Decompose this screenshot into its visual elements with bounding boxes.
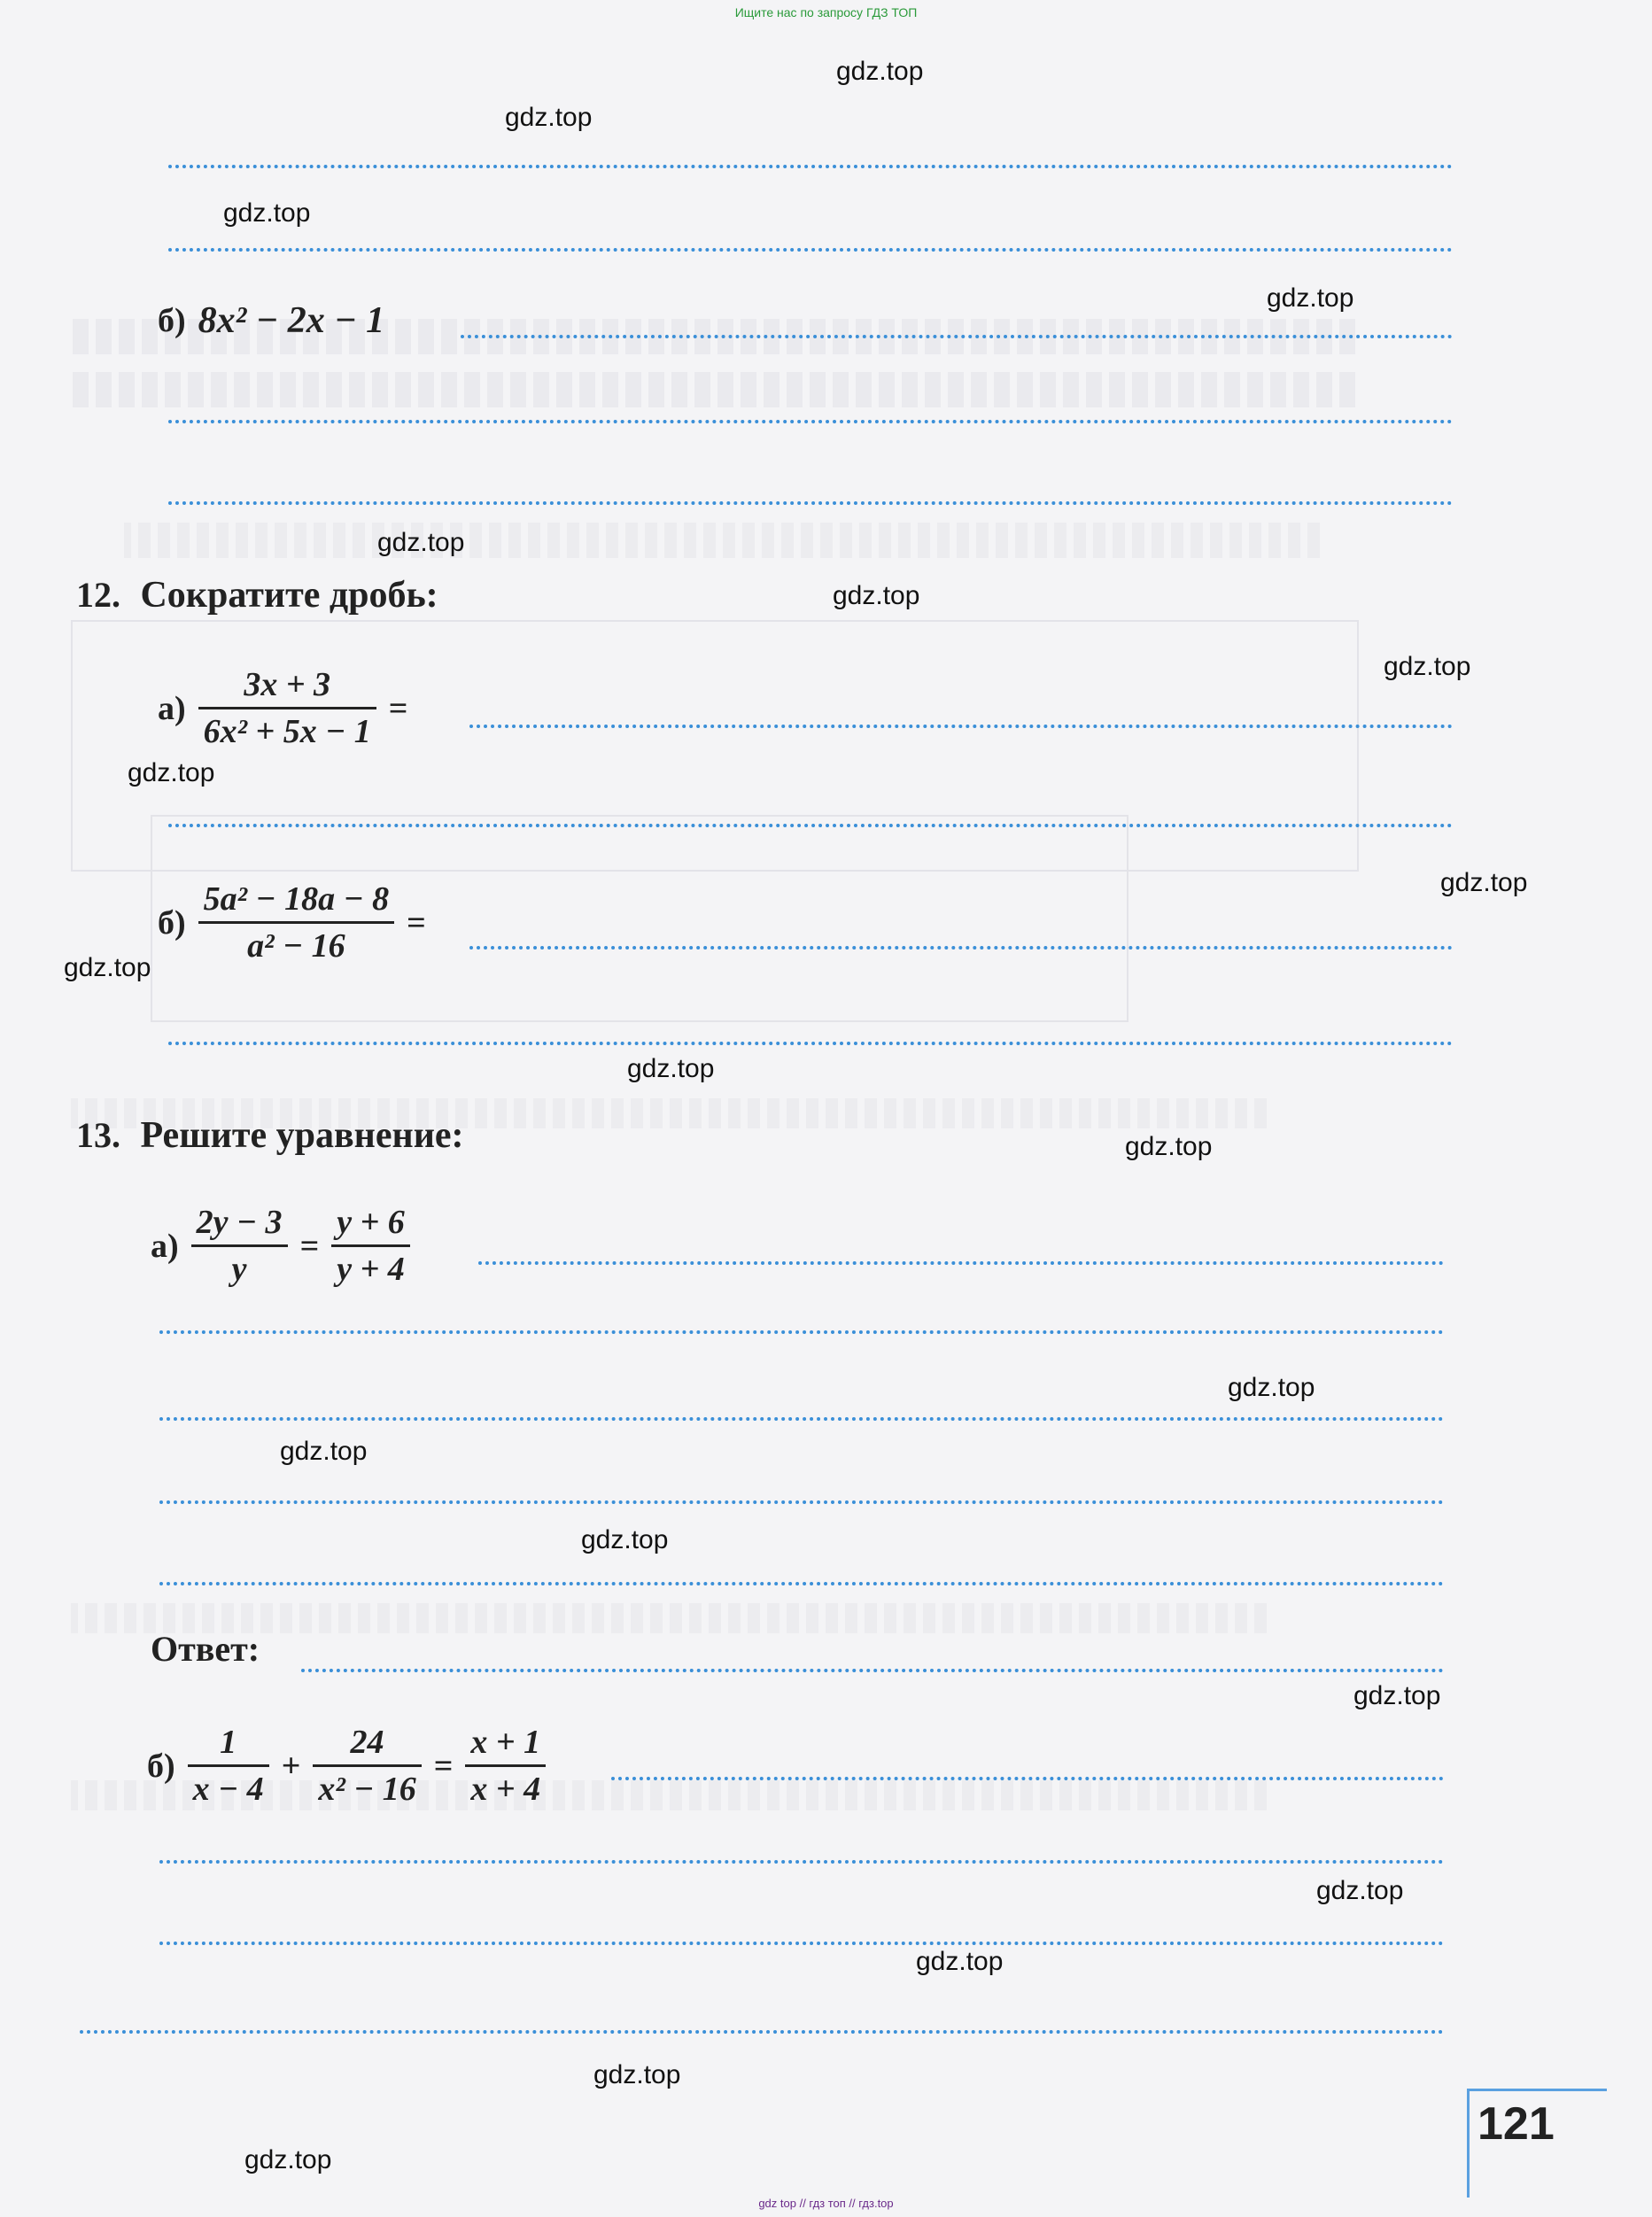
- answer-line[interactable]: [461, 335, 1453, 338]
- task12-title: Сократите дробь:: [140, 575, 438, 616]
- task12a-numerator: 3x + 3: [244, 666, 331, 703]
- watermark-text: gdz.top: [1316, 1876, 1404, 1905]
- answer-line[interactable]: [159, 1860, 1444, 1864]
- answer-line[interactable]: [159, 1582, 1444, 1585]
- task13a-right-fraction: [331, 1200, 410, 1291]
- watermark-text: gdz.top: [627, 1054, 715, 1083]
- watermark-text: gdz.top: [1384, 652, 1471, 681]
- answer-line[interactable]: [159, 1330, 1444, 1334]
- watermark-text: gdz.top: [128, 758, 215, 787]
- watermark-text: gdz.top: [836, 57, 924, 86]
- footer-banner: gdz top // гдз топ // гдз.top: [758, 2197, 894, 2210]
- task11b-expression: 8x² − 2x − 1: [198, 300, 385, 341]
- answer-line[interactable]: [159, 1500, 1444, 1504]
- watermark-text: gdz.top: [223, 198, 311, 228]
- answer-line[interactable]: [168, 824, 1453, 827]
- task12a-equals: =: [388, 689, 408, 727]
- task13a-left-denominator: y: [231, 1251, 247, 1288]
- task13b-fraction-3: [465, 1720, 546, 1811]
- watermark-text: gdz.top: [1440, 868, 1528, 897]
- watermark-text: gdz.top: [377, 528, 465, 557]
- task12b-fraction: [198, 877, 394, 968]
- task13a-right-denominator: y + 4: [337, 1251, 405, 1288]
- task13b-f1-numerator: 1: [220, 1724, 237, 1761]
- watermark-text: gdz.top: [593, 2060, 681, 2089]
- answer-line[interactable]: [168, 248, 1453, 252]
- task13b-label: б): [147, 1747, 175, 1785]
- watermark-text: gdz.top: [1125, 1132, 1213, 1161]
- watermark-text: gdz.top: [64, 953, 151, 982]
- task12b-denominator: a² − 16: [247, 927, 345, 965]
- task13b-f3-denominator: x + 4: [470, 1771, 541, 1808]
- task13b-f3-numerator: x + 1: [470, 1724, 541, 1761]
- answer-line[interactable]: [159, 1417, 1444, 1421]
- task13b-plus: +: [281, 1747, 301, 1785]
- answer-line[interactable]: [80, 2030, 1444, 2034]
- answer-line[interactable]: [168, 501, 1453, 505]
- task13b-fraction-2: [313, 1720, 421, 1811]
- task12b-numerator: 5a² − 18a − 8: [203, 880, 390, 918]
- task12b-equals: =: [407, 903, 426, 942]
- answer-line[interactable]: [469, 946, 1453, 950]
- task12a-denominator: 6x² + 5x − 1: [203, 713, 371, 750]
- task13-answer-label: Ответ:: [151, 1629, 260, 1669]
- bleed-through-line: [71, 372, 1355, 407]
- answer-line[interactable]: [168, 420, 1453, 423]
- watermark-text: gdz.top: [916, 1947, 1004, 1976]
- task12a-fraction: [198, 663, 376, 754]
- answer-line[interactable]: [301, 1669, 1444, 1672]
- task13b-equals: =: [433, 1747, 454, 1785]
- answer-line[interactable]: [168, 165, 1453, 168]
- task13-title: Решите уравнение:: [140, 1115, 464, 1156]
- task13-number: 13.: [76, 1115, 120, 1155]
- task13b-f1-denominator: x − 4: [192, 1771, 264, 1808]
- page-number: 121: [1477, 2098, 1555, 2150]
- answer-line[interactable]: [159, 1942, 1444, 1945]
- task13b-f2-numerator: 24: [350, 1724, 384, 1761]
- task13a-left-fraction: [191, 1200, 288, 1291]
- task13a-right-numerator: y + 6: [337, 1204, 405, 1241]
- header-banner: Ищите нас по запросу ГДЗ ТОП: [734, 5, 918, 19]
- watermark-text: gdz.top: [1267, 283, 1354, 313]
- watermark-text: gdz.top: [581, 1525, 669, 1554]
- watermark-text: gdz.top: [833, 581, 920, 610]
- task12-heading: [76, 574, 438, 616]
- task13a-equals: =: [299, 1227, 320, 1265]
- answer-line[interactable]: [478, 1261, 1444, 1265]
- task12b-row: [158, 877, 426, 968]
- task13a-row: [151, 1200, 410, 1291]
- task12-number: 12.: [76, 575, 120, 615]
- watermark-text: gdz.top: [1353, 1681, 1441, 1710]
- answer-line[interactable]: [469, 725, 1453, 728]
- answer-line[interactable]: [168, 1042, 1453, 1045]
- task11b-label: б): [158, 302, 186, 339]
- bleed-through-line: [124, 523, 1320, 558]
- task13a-left-numerator: 2y − 3: [196, 1204, 283, 1241]
- task12b-label: б): [158, 903, 186, 942]
- watermark-text: gdz.top: [280, 1437, 368, 1466]
- task13b-row: [147, 1720, 546, 1811]
- task13b-f2-denominator: x² − 16: [318, 1771, 416, 1808]
- task13b-fraction-1: [188, 1720, 269, 1811]
- task13-heading: [76, 1114, 464, 1157]
- watermark-text: gdz.top: [505, 103, 593, 132]
- task11b-row: [158, 299, 384, 342]
- task12a-label: а): [158, 689, 186, 727]
- watermark-text: gdz.top: [244, 2145, 332, 2174]
- answer-line[interactable]: [611, 1777, 1444, 1780]
- task12a-row: [158, 663, 407, 754]
- watermark-text: gdz.top: [1228, 1373, 1315, 1402]
- task13a-label: а): [151, 1227, 179, 1265]
